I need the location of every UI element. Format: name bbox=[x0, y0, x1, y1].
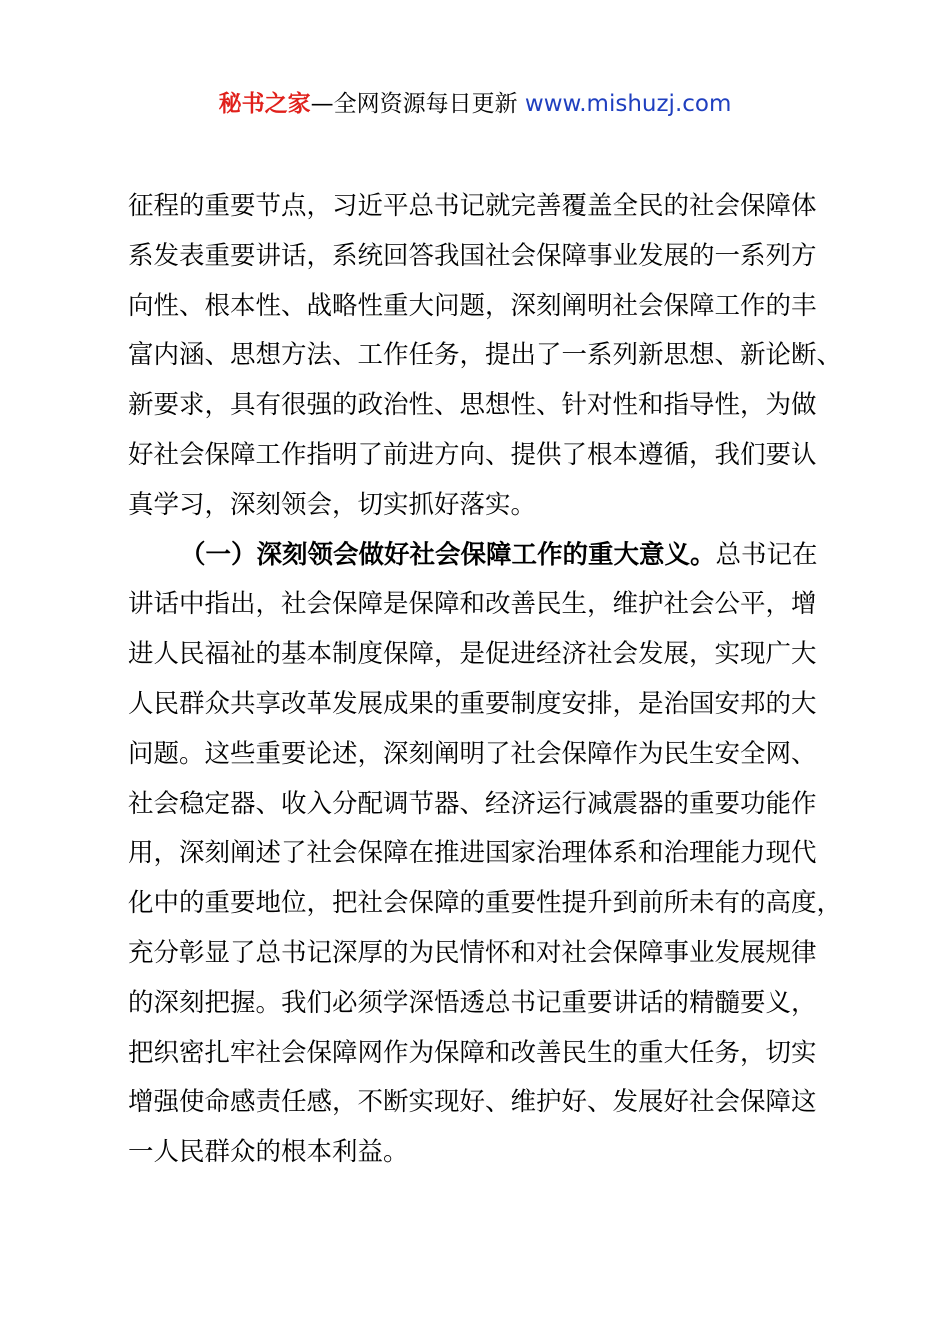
section-heading: （一）深刻领会做好社会保障工作的重大意义。 bbox=[180, 539, 716, 570]
text-line: 向性、根本性、战略性重大问题，深刻阐明社会保障工作的丰 bbox=[128, 290, 817, 321]
site-url-link[interactable]: www.mishuzj.com bbox=[524, 91, 732, 117]
text-line: 好社会保障工作指明了前进方向、提供了根本遵循，我们要认 bbox=[128, 439, 817, 470]
text-line: 讲话中指出，社会保障是保障和改善民生，维护社会公平，增 bbox=[128, 589, 817, 620]
text-line: 真学习，深刻领会，切实抓好落实。 bbox=[128, 489, 537, 520]
paragraph-1 bbox=[128, 182, 868, 531]
brand-name: 秘书之家 bbox=[218, 91, 311, 117]
document-body bbox=[128, 182, 868, 1178]
text-line: 一人民群众的根本利益。 bbox=[128, 1137, 409, 1168]
text-line: 富内涵、思想方法、工作任务，提出了一系列新思想、新论断、 bbox=[128, 340, 843, 371]
text-line: 人民群众共享改革发展成果的重要制度安排，是治国安邦的大 bbox=[128, 688, 817, 719]
text-line: 的深刻把握。我们必须学深悟透总书记重要讲话的精髓要义， bbox=[128, 987, 817, 1018]
text-line: 增强使命感责任感，不断实现好、维护好、发展好社会保障这 bbox=[128, 1087, 817, 1118]
header-tagline: —全网资源每日更新 bbox=[310, 91, 518, 117]
text-line: 用，深刻阐述了社会保障在推进国家治理体系和治理能力现代 bbox=[128, 838, 817, 869]
paragraph-2 bbox=[128, 531, 868, 1178]
text-line: 问题。这些重要论述，深刻阐明了社会保障作为民生安全网、 bbox=[128, 738, 817, 769]
text-line: 系发表重要讲话，系统回答我国社会保障事业发展的一系列方 bbox=[128, 240, 817, 271]
heading-continuation: 总书记在 bbox=[715, 539, 818, 570]
text-line: 充分彰显了总书记深厚的为民情怀和对社会保障事业发展规律 bbox=[128, 937, 817, 968]
page-header bbox=[0, 86, 950, 122]
text-line: 征程的重要节点，习近平总书记就完善覆盖全民的社会保障体 bbox=[128, 191, 817, 221]
text-line: 化中的重要地位，把社会保障的重要性提升到前所未有的高度， bbox=[128, 888, 843, 919]
text-line: 社会稳定器、收入分配调节器、经济运行减震器的重要功能作 bbox=[128, 788, 817, 819]
text-line: 新要求，具有很强的政治性、思想性、针对性和指导性，为做 bbox=[128, 390, 817, 421]
text-line: 把织密扎牢社会保障网作为保障和改善民生的重大任务，切实 bbox=[128, 1037, 817, 1068]
text-line: 进人民福祉的基本制度保障，是促进经济社会发展，实现广大 bbox=[128, 639, 817, 670]
text-line-first bbox=[128, 531, 868, 581]
